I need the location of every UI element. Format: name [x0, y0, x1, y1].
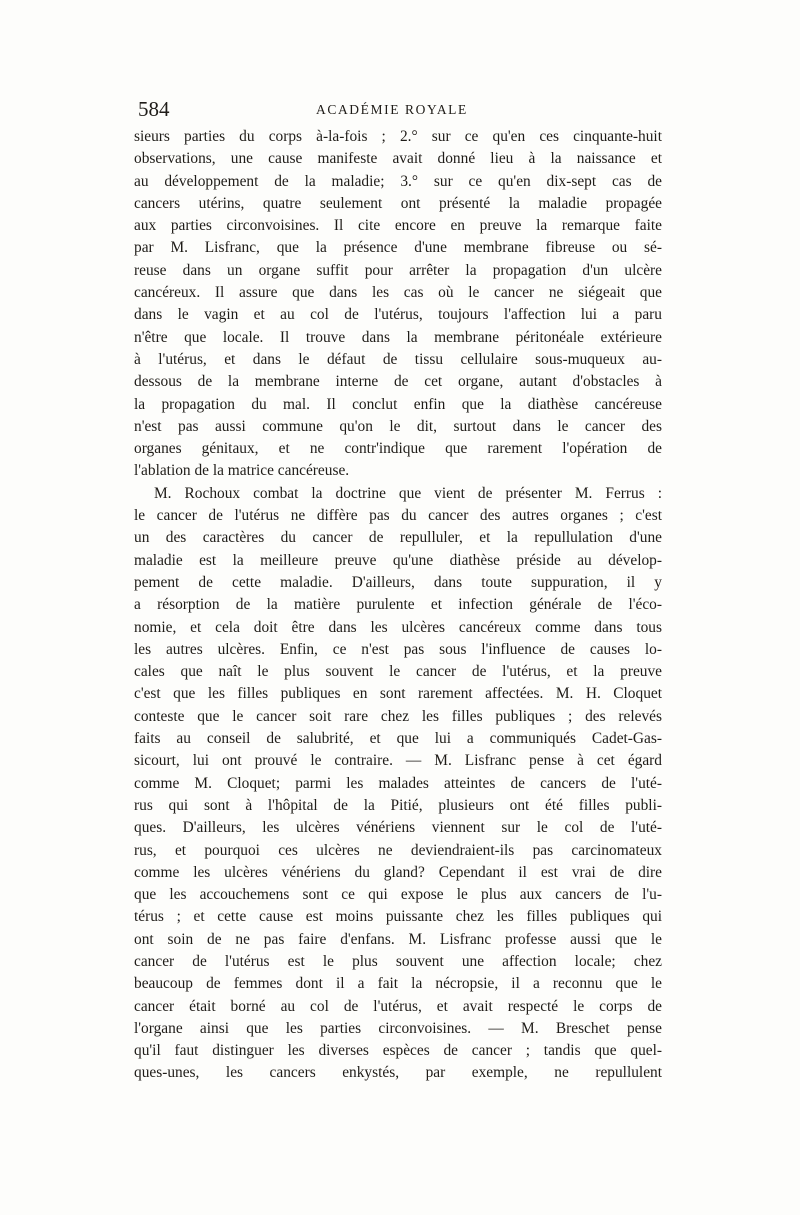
- text-line: faits au conseil de salubrité, et que lui a communiqués Cadet-Gas-: [134, 730, 662, 748]
- text-line: à l'utérus, et dans le défaut de tissu cellulaire sous-muqueux au-: [134, 350, 662, 368]
- text-line: l'organe ainsi que les parties circonvoisines. — M. Breschet pense: [134, 1019, 662, 1037]
- page-header: [134, 96, 662, 122]
- text-line: comme M. Cloquet; parmi les malades atteintes de cancers de l'uté-: [134, 774, 662, 792]
- text-line: comme les ulcères vénériens du gland? Cependant il est vrai de dire: [134, 863, 662, 881]
- text-line: reuse dans un organe suffit pour arrêter la propagation d'un ulcère: [134, 261, 662, 279]
- text-line: cales que naît le plus souvent le cancer de l'utérus, et la preuve: [134, 663, 662, 681]
- text-line: les autres ulcères. Enfin, ce n'est pas sous l'influence de causes lo-: [134, 640, 662, 658]
- text-line: conteste que le cancer soit rare chez les filles publiques ; des relevés: [134, 707, 662, 725]
- text-line: le cancer de l'utérus ne diffère pas du cancer des autres organes ; c'est: [134, 507, 662, 525]
- text-line: ques. D'ailleurs, les ulcères vénériens viennent sur le col de l'uté-: [134, 819, 662, 837]
- running-head: ACADÉMIE ROYALE: [316, 102, 468, 117]
- text-line: cancer de l'utérus est le plus souvent une affection locale; chez: [134, 952, 662, 970]
- text-line: que les accouchemens sont ce qui expose le plus aux cancers de l'u-: [134, 886, 662, 904]
- text-line: la propagation du mal. Il conclut enfin que la diathèse cancéreuse: [134, 395, 662, 413]
- text-line: M. Rochoux combat la doctrine que vient de présenter M. Ferrus :: [154, 484, 662, 502]
- text-line: cancer était borné au col de l'utérus, et avait respecté le corps de: [134, 997, 662, 1015]
- text-line: ques-unes, les cancers enkystés, par exemple, ne repullulent: [134, 1064, 662, 1082]
- text-line: dessous de la membrane interne de cet organe, autant d'obstacles à: [134, 373, 662, 391]
- text-line: a résorption de la matière purulente et infection générale de l'éco-: [134, 596, 662, 614]
- text-line: maladie est la meilleure preuve qu'une diathèse préside au dévelop-: [134, 551, 662, 569]
- text-line: au développement de la maladie; 3.° sur ce qu'en dix-sept cas de: [134, 172, 662, 190]
- text-line: dans le vagin et au col de l'utérus, toujours l'affection lui a paru: [134, 306, 662, 324]
- paragraph-1: [134, 126, 662, 483]
- text-line: sicourt, lui ont prouvé le contraire. — M. Lisfranc pense à cet égard: [134, 752, 662, 770]
- page-number: 584: [138, 97, 170, 121]
- text-line: n'être que locale. Il trouve dans la membrane péritonéale extérieure: [134, 328, 662, 346]
- text-line: cancers utérins, quatre seulement ont présenté la maladie propagée: [134, 194, 662, 212]
- text-line: nomie, et cela doit être dans les ulcères cancéreux comme dans tous: [134, 618, 662, 636]
- text-line: n'est pas aussi commune qu'on le dit, surtout dans le cancer des: [134, 417, 662, 435]
- text-line: l'ablation de la matrice cancéreuse.: [134, 462, 350, 480]
- text-line: sieurs parties du corps à-la-fois ; 2.° sur ce qu'en ces cinquante-huit: [134, 128, 662, 145]
- text-line: observations, une cause manifeste avait donné lieu à la naissance et: [134, 150, 662, 168]
- text-line: ont soin de ne pas faire d'enfans. M. Lisfranc professe aussi que le: [134, 930, 662, 948]
- page-body: [134, 126, 662, 1085]
- paragraph-2: [134, 483, 662, 1085]
- text-line: un des caractères du cancer de repulluler, et la repullulation d'une: [134, 529, 662, 547]
- text-line: rus qui sont à l'hôpital de la Pitié, plusieurs ont été filles publi-: [134, 796, 662, 814]
- text-line: par M. Lisfranc, que la présence d'une membrane fibreuse ou sé-: [134, 239, 662, 257]
- text-line: cancéreux. Il assure que dans les cas où le cancer ne siégeait que: [134, 284, 662, 302]
- text-line: beaucoup de femmes dont il a fait la nécropsie, il a reconnu que le: [134, 975, 662, 993]
- text-line: organes génitaux, et ne contr'indique que rarement l'opération de: [134, 440, 662, 458]
- text-line: c'est que les filles publiques en sont rarement affectées. M. H. Cloquet: [134, 685, 662, 703]
- text-line: aux parties circonvoisines. Il cite encore en preuve la remarque faite: [134, 217, 662, 235]
- text-line: qu'il faut distinguer les diverses espèces de cancer ; tandis que quel-: [134, 1042, 662, 1060]
- text-line: térus ; et cette cause est moins puissante chez les filles publiques qui: [134, 908, 662, 926]
- text-line: rus, et pourquoi ces ulcères ne deviendraient-ils pas carcinomateux: [134, 841, 662, 859]
- text-line: pement de cette maladie. D'ailleurs, dans toute suppuration, il y: [134, 573, 662, 591]
